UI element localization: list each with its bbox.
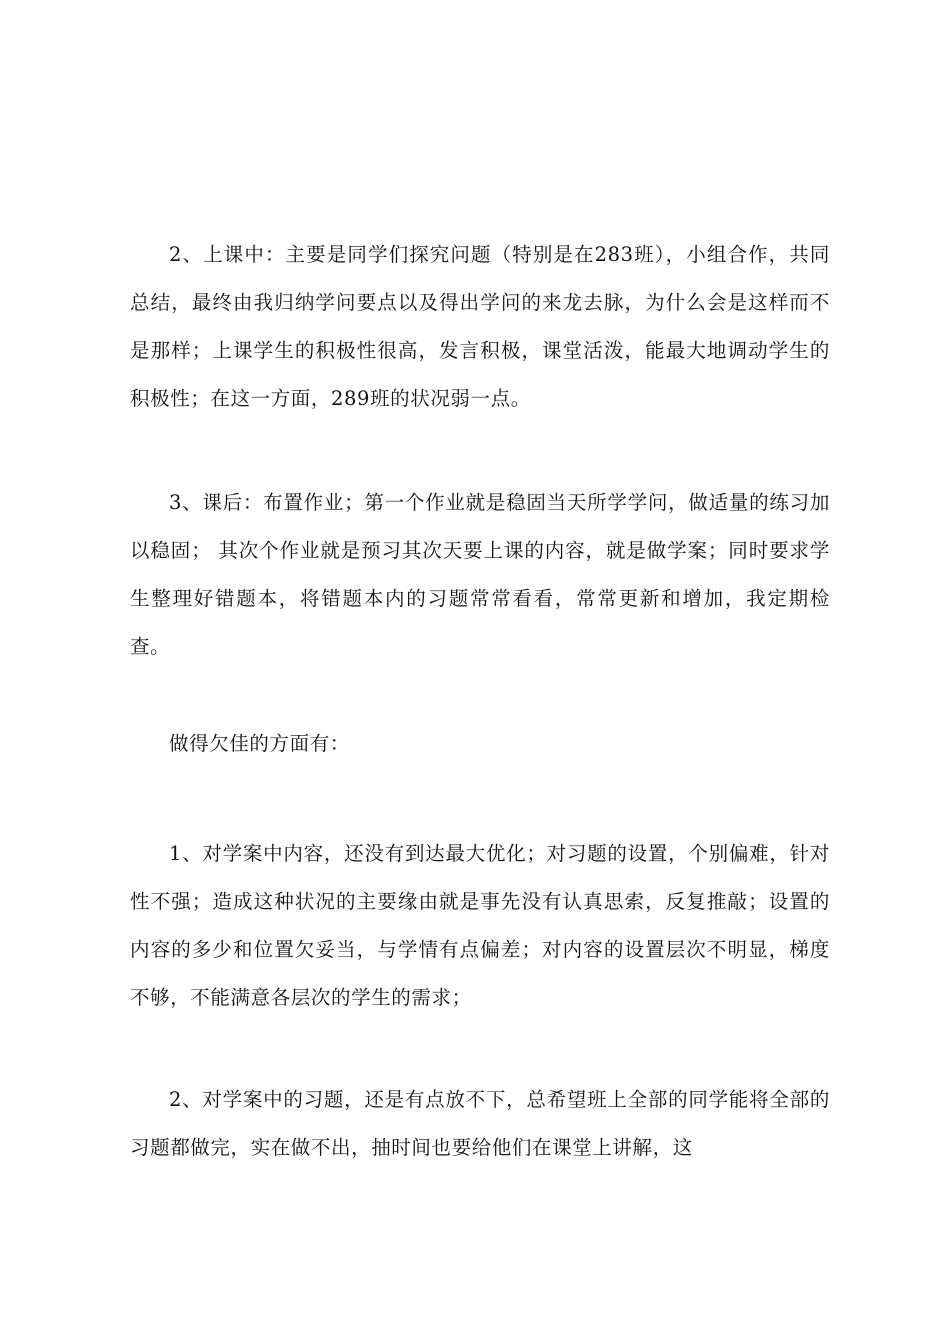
paragraph-after-class: 3、课后：布置作业；第一个作业就是稳固当天所学学问，做适量的练习加以稳固； 其次个作业就是预习其次天要上课的内容，就是做学案；同时要求学生整理好错题本，将错题本内的习题常常看看，常常更新和增加，我定期检查。	[130, 491, 830, 658]
paragraph-in-class: 2、上课中：主要是同学们探究问题（特别是在283班），小组合作，共同总结，最终由我归纳学问要点以及得出学问的来龙去脉，为什么会是这样而不是那样；上课学生的积极性很高，发言积极，课堂活泼，能最大地调动学生的积极性；在这一方面，289班的状况弱一点。	[130, 243, 830, 410]
paragraph-shortcomings-heading: 做得欠佳的方面有：	[169, 732, 350, 755]
paragraph-shortcoming-2: 2、对学案中的习题，还是有点放不下，总希望班上全部的同学能将全部的习题都做完，实在做不出，抽时间也要给他们在课堂上讲解，这	[130, 1088, 830, 1159]
paragraph-shortcoming-1: 1、对学案中内容，还没有到达最大优化；对习题的设置，个别偏难，针对性不强；造成这种状况的主要缘由就是事先没有认真思索，反复推敲；设置的内容的多少和位置欠妥当，与学情有点偏差；对内容的设置层次不明显，梯度不够，不能满意各层次的学生的需求；	[130, 842, 830, 1009]
